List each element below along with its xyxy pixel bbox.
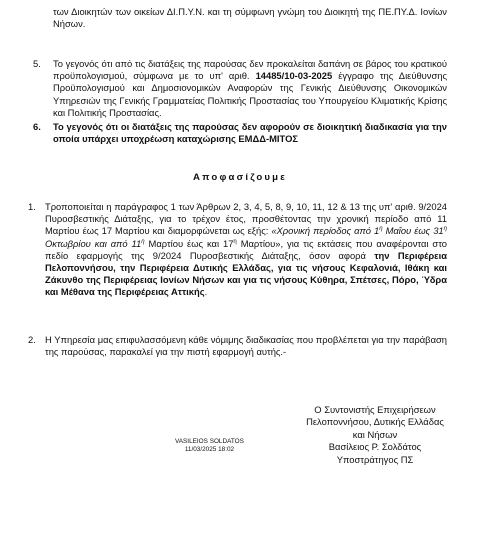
decision-1-sup-b: η bbox=[443, 226, 447, 233]
decision-1-text-c: . bbox=[204, 286, 208, 298]
signature-region-2: και Νήσων bbox=[352, 428, 398, 440]
signature-rank: Υποστράτηγος ΠΣ bbox=[336, 453, 414, 465]
decision-1-regions: την Περιφέρεια Πελοποννήσου, την Περιφέρεια Δυτικής Ελλάδας, για τις νήσους Κεφαλονιά, Ιθάκη και Ζάκυνθο της Περιφέρειας Ιονίων Νήσων και για τις νήσους Κύθηρα, Σπέτσες, Πόρο, Ύδρα και Μέθανα της Περιφέρειας Αττικής bbox=[45, 249, 447, 298]
decision-1-period-d: Μαρτίου έως και 17 bbox=[144, 237, 234, 249]
item-6-number: 6. bbox=[33, 121, 41, 132]
signature-name: Βασίλειος Ρ. Σολδάτος bbox=[328, 441, 422, 453]
item-6-text: Το γεγονός ότι οι διατάξεις της παρούσας δεν αφορούν σε διοικητική διαδικασία για την οποία υπάρχει υποχρέωση καταχώρισης ΕΜΔΔ-ΜΙΤΟΣ bbox=[53, 121, 447, 145]
item-6-paragraph bbox=[53, 121, 447, 145]
decision-2-text: Η Υπηρεσία μας επιφυλασσόμενη κάθε νόμιμης διαδικασίας που προβλέπεται για την παράβαση της παρούσας, παρακαλεί για την πιστή εφαρμογή αυτής.- bbox=[45, 334, 447, 358]
decision-1-period-b: Μαΐου έως 31 bbox=[382, 225, 444, 237]
decision-1-text-a: Τροποποιείται η παράγραφος 1 των Άρθρων 2, 3, 4, 5, 8, 9, 10, 11, 12 & 13 της υπ' αριθ. 9/2024 Πυροσβεστικής Διάταξης, για το τρέχον έτος, προσθέτοντας την χρονική περίοδο από 11 Μαρτίου έως 17 Μαρτίου και διαμορφώνεται ως εξής: bbox=[45, 201, 447, 237]
signer-name: VASILEIOS SOLDATOS bbox=[175, 438, 244, 445]
signature-title: Ο Συντονιστής Επιχειρήσεων bbox=[314, 404, 436, 415]
decision-2-number: 2. bbox=[28, 334, 36, 345]
item-5-paragraph bbox=[53, 58, 447, 119]
decision-1-period-c: Οκτωβρίου και από 11 bbox=[45, 237, 142, 249]
item-5-document-ref: 14485/10-03-2025 bbox=[255, 70, 333, 82]
decision-heading: Αποφασίζουμε bbox=[192, 172, 287, 183]
signature-block bbox=[300, 404, 450, 466]
decision-1-paragraph bbox=[45, 201, 447, 299]
item-5-number: 5. bbox=[33, 58, 41, 69]
intro-text: των Διοικητών των οικείων ΔΙ.Π.Υ.Ν. και τη σύμφωνη γνώμη του Διοικητή της ΠΕ.ΠΥ.Δ. Ιονίων Νήσων. bbox=[53, 6, 447, 30]
intro-paragraph bbox=[53, 6, 447, 30]
signature-region: Πελοποννήσου, Δυτικής Ελλάδας bbox=[306, 416, 444, 428]
item-5-text-pre: Το γεγονός ότι από τις διατάξεις της παρούσας δεν προκαλείται δαπάνη σε βάρος του κρατικού προϋπολογισμού, σύμφωνα με το υπ' αριθ. bbox=[53, 58, 447, 82]
decision-1-sup-d: η bbox=[233, 238, 237, 245]
signer-datetime: 11/03/2025 18:02 bbox=[184, 446, 235, 453]
decision-1-text-b: Μαρτίου», για τις εκτάσεις που αναφέρονται στο πεδίο εφαρμογής της 9/2024 Πυροσβεστικής Διάταξης, όσον αφορά bbox=[45, 237, 447, 261]
digital-signer-stamp bbox=[175, 438, 244, 454]
decision-1-sup-a: η bbox=[379, 226, 383, 233]
decision-1-period-a: «Χρονική περίοδος από 1 bbox=[271, 225, 380, 237]
decision-1-sup-c: η bbox=[141, 238, 145, 245]
item-5-text-post: έγγραφο της Διεύθυνσης Προϋπολογισμού και Δημοσιονομικών Αναφορών της Γενικής Διεύθυνσης Οικονομικών Υπηρεσιών της Γενικής Γραμματείας Πολιτικής Προστασίας του Υπουργείου Κλιματικής Κρίσης και Πολιτικής Προστασίας. bbox=[53, 70, 447, 118]
decision-2-paragraph bbox=[45, 334, 447, 358]
decision-1-number: 1. bbox=[28, 201, 36, 212]
